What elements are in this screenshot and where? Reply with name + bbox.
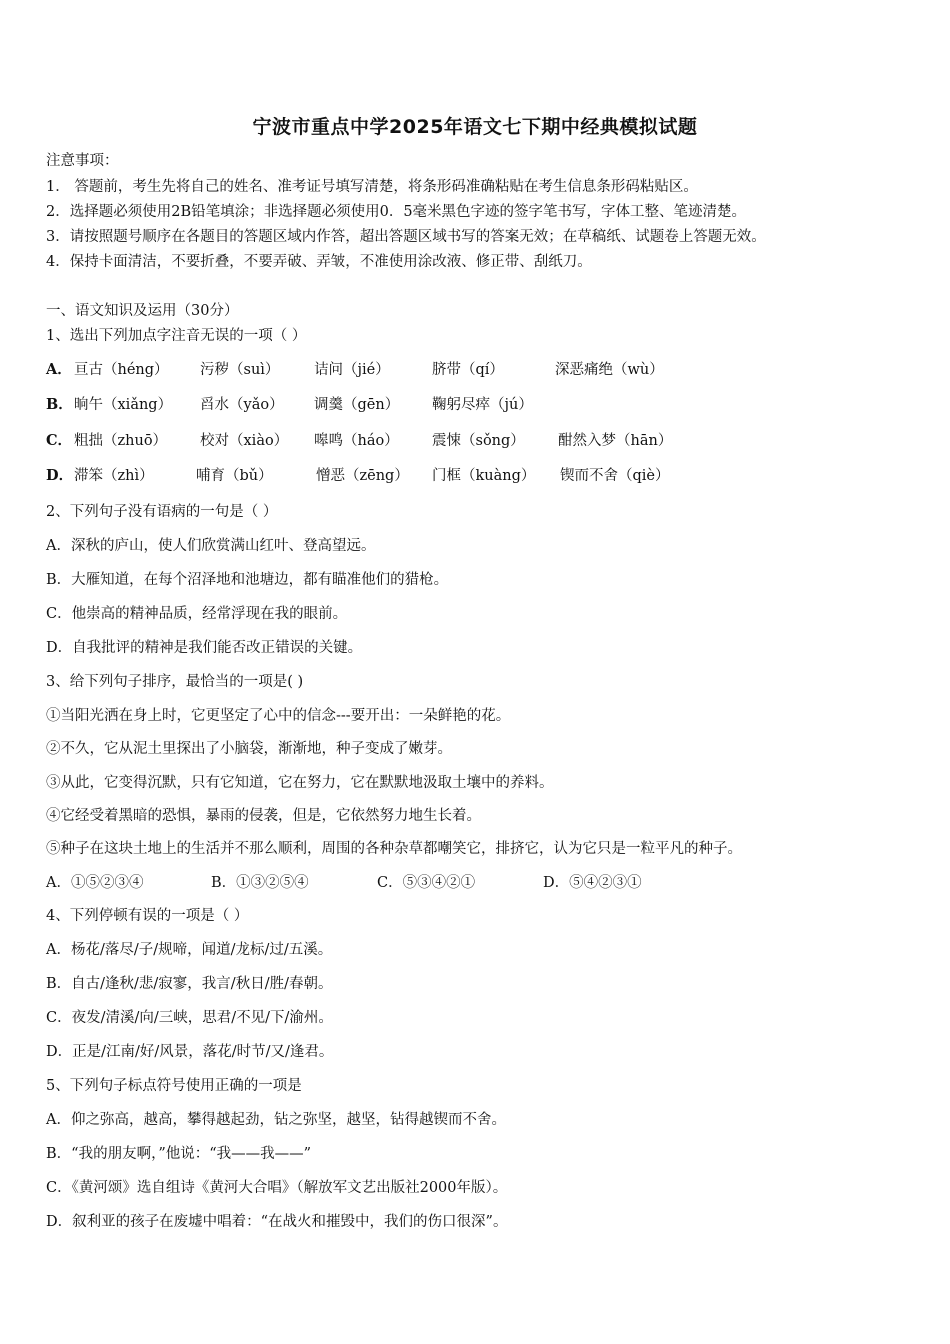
page-title: 宁波市重点中学2025年语文七下期中经典模拟试题 — [252, 116, 698, 138]
option-label: B． — [46, 396, 73, 413]
q1-option-c — [46, 432, 672, 450]
q3-sentence-3: ③从此，它变得沉默，只有它知道，它在努力，它在默默地汲取土壤中的养料。 — [46, 775, 554, 791]
question-2-stem: 2、下列句子没有语病的一句是（ ） — [46, 504, 278, 520]
question-4-stem: 4、下列停顿有误的一项是（ ） — [46, 908, 249, 924]
q1-d-item-2: 哺育（bǔ） — [196, 468, 273, 484]
question-5-stem: 5、下列句子标点符号使用正确的一项是 — [46, 1078, 302, 1094]
q3-option-a: A．①⑤②③④ — [46, 875, 144, 891]
q1-c-item-4: 震悚（sǒng） — [432, 433, 525, 449]
notice-item-1: 1． 答题前，考生先将自己的姓名、准考证号填写清楚，将条形码准确粘贴在考生信息条形码粘贴区。 — [46, 179, 698, 195]
q5-option-c: C．《黄河颂》选自组诗《黄河大合唱》（解放军文艺出版社2000年版）。 — [46, 1180, 508, 1196]
q3-option-c: C．⑤③④②① — [377, 875, 476, 891]
q4-option-d: D．正是/江南/好/风景，落花/时节/又/逢君。 — [46, 1044, 334, 1060]
q1-option-b — [46, 396, 533, 414]
section-heading: 一、语文知识及运用（30分） — [46, 303, 239, 319]
q1-d-item-4: 门框（kuàng） — [432, 468, 536, 484]
q4-option-b: B．自古/逢秋/悲/寂寥，我言/秋日/胜/春朝。 — [46, 976, 333, 992]
notice-item-4: 4．保持卡面清洁，不要折叠，不要弄破、弄皱，不准使用涂改液、修正带、刮纸刀。 — [46, 254, 592, 270]
q3-sentence-5: ⑤种子在这块土地上的生活并不那么顺利，周围的各种杂草都嘲笑它，排挤它，认为它只是一粒平凡的种子。 — [46, 841, 742, 857]
q2-option-d: D．自我批评的精神是我们能否改正错误的关键。 — [46, 640, 363, 656]
notice-heading: 注意事项： — [46, 153, 119, 169]
q1-c-item-1: 粗拙（zhuō） — [74, 433, 168, 449]
q1-b-item-4: 鞠躬尽瘁（jú） — [432, 397, 533, 413]
q3-option-d: D．⑤④②③① — [543, 875, 642, 891]
q1-d-item-1: 滞笨（zhì） — [74, 468, 154, 484]
q1-d-item-3: 憎恶（zēng） — [316, 468, 409, 484]
q1-b-item-2: 舀水（yǎo） — [200, 397, 284, 413]
q1-a-item-3: 诘问（jié） — [314, 362, 390, 378]
q4-option-c: C．夜发/清溪/向/三峡，思君/不见/下/渝州。 — [46, 1010, 333, 1026]
option-label: D． — [46, 467, 74, 484]
q3-sentence-2: ②不久，它从泥土里探出了小脑袋，渐渐地，种子变成了嫩芽。 — [46, 741, 452, 757]
q3-option-b: B．①③②⑤④ — [211, 875, 309, 891]
q1-b-item-1: 晌午（xiǎng） — [74, 397, 173, 413]
question-3-stem: 3、给下列句子排序，最恰当的一项是( ) — [46, 674, 304, 690]
q4-option-a: A．杨花/落尽/子/规啼，闻道/龙标/过/五溪。 — [46, 942, 333, 958]
q1-option-a — [46, 361, 664, 379]
q3-sentence-4: ④它经受着黑暗的恐惧，暴雨的侵袭，但是，它依然努力地生长着。 — [46, 808, 481, 824]
q1-d-item-5: 锲而不舍（qiè） — [560, 468, 670, 484]
q1-a-item-5: 深恶痛绝（wù） — [555, 362, 664, 378]
q2-option-b: B．大雁知道，在每个沼泽地和池塘边，都有瞄准他们的猎枪。 — [46, 572, 449, 588]
q5-option-a: A．仰之弥高，越高，攀得越起劲，钻之弥坚，越坚，钻得越锲而不舍。 — [46, 1112, 506, 1128]
q1-c-item-5: 酣然入梦（hān） — [558, 433, 673, 449]
q2-option-a: A．深秋的庐山，使人们欣赏满山红叶、登高望远。 — [46, 538, 376, 554]
question-1-stem: 1、选出下列加点字注音无误的一项（ ） — [46, 328, 307, 344]
q1-a-item-4: 脐带（qí） — [432, 362, 504, 378]
q5-option-d: D．叙利亚的孩子在废墟中唱着：“在战火和摧毁中，我们的伤口很深”。 — [46, 1214, 508, 1230]
q1-option-d — [46, 467, 670, 485]
q1-a-item-1: 亘古（héng） — [74, 362, 169, 378]
option-label: C． — [46, 432, 73, 449]
option-label: A． — [46, 361, 72, 378]
q1-b-item-3: 调羹（gēn） — [314, 397, 400, 413]
q1-c-item-3: 嗥鸣（háo） — [314, 433, 399, 449]
q3-sentence-1: ①当阳光洒在身上时，它更坚定了心中的信念---要开出：一朵鲜艳的花。 — [46, 708, 511, 724]
q1-a-item-2: 污秽（suì） — [200, 362, 280, 378]
notice-item-2: 2．选择题必须使用2B铅笔填涂；非选择题必须使用0．5毫米黑色字迹的签字笔书写，字体工整、笔迹清楚。 — [46, 204, 747, 220]
q1-c-item-2: 校对（xiào） — [200, 433, 289, 449]
notice-item-3: 3．请按照题号顺序在各题目的答题区域内作答，超出答题区域书写的答案无效；在草稿纸、试题卷上答题无效。 — [46, 229, 766, 245]
q5-option-b: B．“我的朋友啊，”他说：“我——我——” — [46, 1146, 312, 1162]
q3-options — [46, 874, 642, 892]
q2-option-c: C．他崇高的精神品质，经常浮现在我的眼前。 — [46, 606, 348, 622]
